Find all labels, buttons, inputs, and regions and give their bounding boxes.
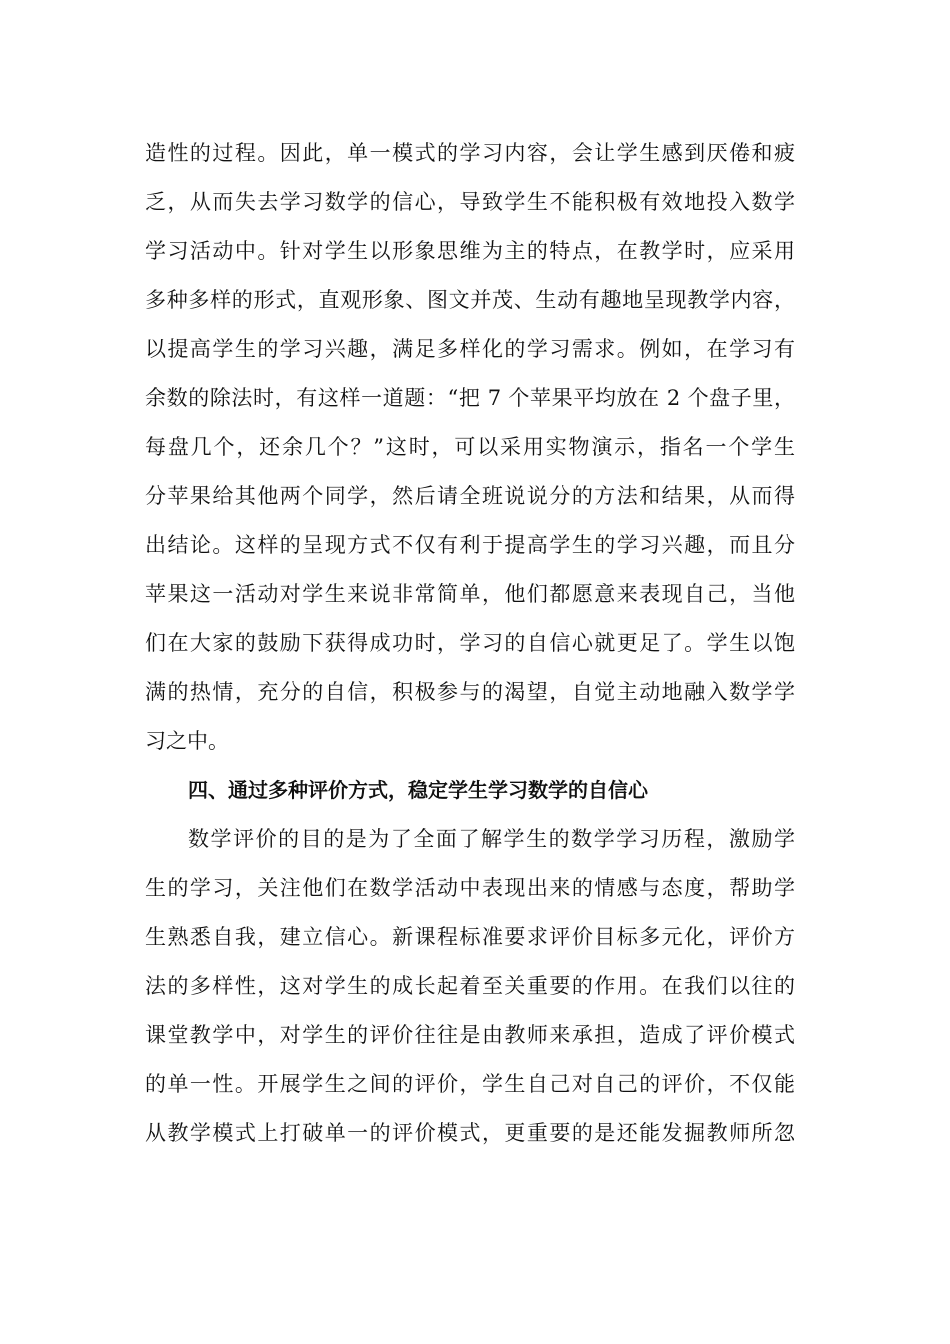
paragraph-line: 生的学习，关注他们在数学活动中表现出来的情感与态度，帮助学 [145, 876, 795, 900]
paragraph-line: 从教学模式上打破单一的评价模式，更重要的是还能发掘教师所忽 [145, 1121, 795, 1145]
paragraph-2 [145, 815, 795, 1158]
paragraph-line: 余数的除法时，有这样一道题：“把 7 个苹果平均放在 2 个盘子里， [145, 386, 795, 410]
paragraph-line: 数学评价的目的是为了全面了解学生的数学学习历程，激励学 [188, 827, 795, 851]
paragraph-1 [145, 129, 795, 766]
paragraph-line: 习之中。 [145, 729, 229, 753]
section-heading: 四、通过多种评价方式，稳定学生学习数学的自信心 [188, 778, 648, 802]
paragraph-line: 满的热情，充分的自信，积极参与的渴望，自觉主动地融入数学学 [145, 680, 795, 704]
paragraph-line: 每盘几个，还余几个？”这时，可以采用实物演示，指名一个学生 [145, 435, 795, 459]
paragraph-line: 学习活动中。针对学生以形象思维为主的特点，在教学时，应采用 [145, 239, 795, 263]
paragraph-line: 法的多样性，这对学生的成长起着至关重要的作用。在我们以往的 [145, 974, 795, 998]
paragraph-line: 分苹果给其他两个同学，然后请全班说说分的方法和结果，从而得 [145, 484, 795, 508]
paragraph-line: 生熟悉自我，建立信心。新课程标准要求评价目标多元化，评价方 [145, 925, 795, 949]
paragraph-line: 出结论。这样的呈现方式不仅有利于提高学生的学习兴趣，而且分 [145, 533, 795, 557]
paragraph-line: 造性的过程。因此，单一模式的学习内容，会让学生感到厌倦和疲 [145, 141, 795, 165]
document-body [145, 129, 795, 1158]
paragraph-line: 们在大家的鼓励下获得成功时，学习的自信心就更足了。学生以饱 [145, 631, 795, 655]
paragraph-line: 多种多样的形式，直观形象、图文并茂、生动有趣地呈现教学内容， [145, 288, 795, 312]
paragraph-line: 以提高学生的学习兴趣，满足多样化的学习需求。例如，在学习有 [145, 337, 795, 361]
paragraph-line: 课堂教学中，对学生的评价往往是由教师来承担，造成了评价模式 [145, 1023, 795, 1047]
paragraph-line: 苹果这一活动对学生来说非常简单，他们都愿意来表现自己，当他 [145, 582, 795, 606]
paragraph-line: 乏，从而失去学习数学的信心，导致学生不能积极有效地投入数学 [145, 190, 795, 214]
paragraph-line: 的单一性。开展学生之间的评价，学生自己对自己的评价，不仅能 [145, 1072, 795, 1096]
